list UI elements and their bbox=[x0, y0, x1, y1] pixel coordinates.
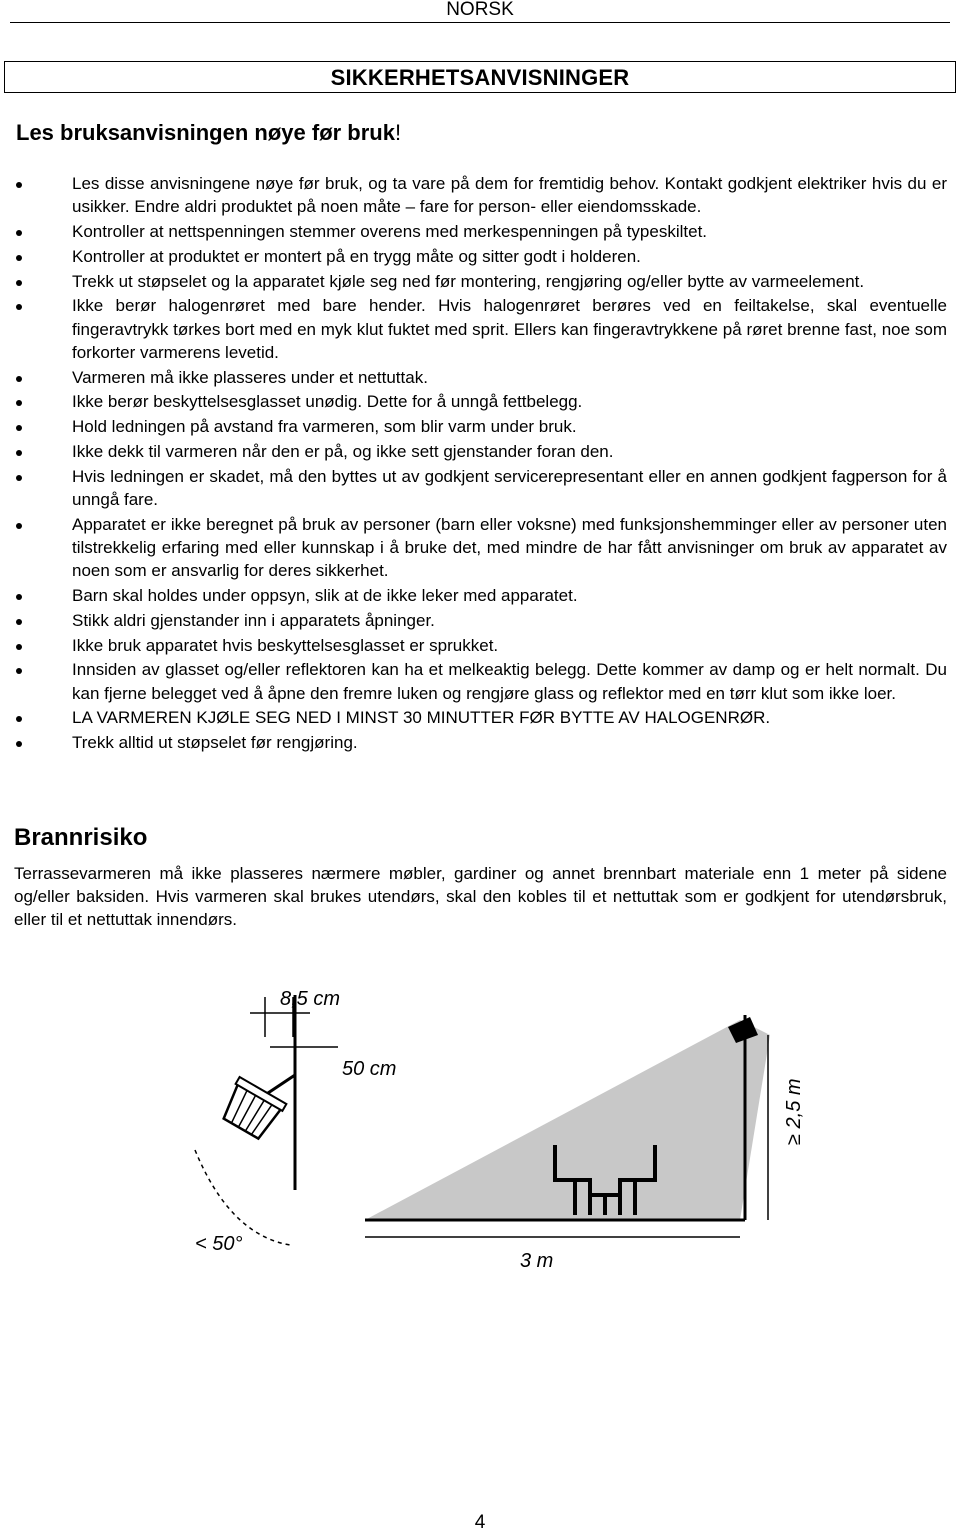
bullet-icon bbox=[16, 668, 22, 674]
list-item bbox=[14, 294, 947, 364]
list-item-text: Ikke berør halogenrøret med bare hender. Hvis halogenrøret berøres ved en feiltakelse, skal eventuelle fingeravtrykk tørkes bort med en myk klut fuktet med sprit. Ellers kan fingeravtrykkene på røret brenne fast, noe som forkorter varmerens levetid. bbox=[72, 296, 947, 362]
bullet-icon bbox=[16, 594, 22, 600]
list-item-text: Ikke dekk til varmeren når den er på, og ikke sett gjenstander foran den. bbox=[72, 441, 614, 461]
list-item bbox=[14, 706, 947, 729]
bullet-icon bbox=[16, 741, 22, 747]
list-item-text: Hold ledningen på avstand fra varmeren, som blir varm under bruk. bbox=[72, 417, 577, 437]
list-item bbox=[14, 270, 947, 293]
bullet-icon bbox=[16, 475, 22, 481]
list-item bbox=[14, 390, 947, 413]
list-item bbox=[14, 366, 947, 389]
lead-heading bbox=[16, 120, 401, 146]
list-item-text: Ikke berør beskyttelsesglasset unødig. Dette for å unngå fettbelegg. bbox=[72, 392, 583, 412]
title-box bbox=[4, 61, 956, 93]
fire-risk-heading: Brannrisiko bbox=[14, 824, 148, 851]
page-number: 4 bbox=[474, 1512, 486, 1533]
list-item-text: Ikke bruk apparatet hvis beskyttelsesglasset er sprukket. bbox=[72, 635, 499, 655]
list-item-text: Kontroller at nettspenningen stemmer overens med merkespenningen på typeskiltet. bbox=[72, 222, 708, 241]
list-item-text: Trekk alltid ut støpselet før rengjøring. bbox=[72, 733, 358, 753]
bullet-icon bbox=[16, 644, 22, 650]
list-item-text: Innsiden av glasset og/eller reflektoren kan ha et melkeaktig belegg. Dette kommer av damp og er helt normalt. Du kan fjerne belegget ved å åpne den fremre luken og rengjøre glass og reflektor med en tørr klut som ikke loer. bbox=[72, 660, 947, 703]
list-item-text: Les disse anvisningene nøye før bruk, og ta vare på dem for fremtidig behov. Kontakt godkjent elektriker hvis du er usikker. Endre aldri produktet på noen måte – fare for person- eller eiendomsskade. bbox=[72, 174, 947, 217]
bullet-icon bbox=[16, 716, 22, 722]
bullet-icon bbox=[16, 619, 22, 625]
list-item bbox=[14, 658, 947, 704]
list-item bbox=[14, 440, 947, 463]
bullet-icon bbox=[16, 230, 22, 236]
heater-arm bbox=[265, 1075, 295, 1095]
list-item bbox=[14, 513, 947, 583]
bullet-icon bbox=[16, 280, 22, 286]
list-item bbox=[14, 415, 947, 438]
fire-risk-paragraph: Terrassevarmeren må ikke plasseres nærmere møbler, gardiner og annet brennbart materiale enn 1 meter på sidene og/eller baksiden. Hvis varmeren skal brukes utendørs, skal den kobles til et nettuttak som er godkjent for utendørsbruk, eller til et nettuttak innendørs. bbox=[14, 864, 947, 930]
list-item-text: Kontroller at produktet er montert på en trygg måte og sitter godt i holderen. bbox=[72, 246, 641, 266]
bullet-icon bbox=[16, 523, 22, 529]
bullet-icon bbox=[16, 255, 22, 261]
angle-arc bbox=[195, 1150, 290, 1245]
bullet-icon bbox=[16, 304, 22, 310]
label-angle: < 50° bbox=[195, 1233, 243, 1255]
bullet-icon bbox=[16, 425, 22, 431]
bullet-icon bbox=[16, 400, 22, 406]
list-item bbox=[14, 584, 947, 607]
list-item bbox=[14, 634, 947, 657]
lead-punct: ! bbox=[394, 120, 402, 145]
lead-text: Les bruksanvisningen nøye før bruk bbox=[16, 120, 395, 145]
list-item-text: Trekk ut støpselet og la apparatet kjøle seg ned før montering, rengjøring og/eller bytte av varmeelement. bbox=[72, 271, 865, 291]
list-item bbox=[14, 245, 947, 268]
list-item-text: Apparatet er ikke beregnet på bruk av personer (barn eller voksne) med funksjonshemminger eller av personer uten tilstrekkelig erfaring med eller kunnskap i å bruke det, med mindre de har fått anvisninger om bruk av apparatet av noen som er ansvarlig for deres sikkerhet. bbox=[72, 514, 947, 581]
label-width: 3 m bbox=[520, 1250, 554, 1272]
list-item bbox=[14, 465, 947, 511]
list-item-text: Barn skal holdes under oppsyn, slik at de ikke leker med apparatet. bbox=[72, 585, 578, 605]
list-item bbox=[14, 609, 947, 632]
language-header: NORSK bbox=[446, 0, 514, 20]
header-rule bbox=[10, 22, 950, 23]
list-item-text: LA VARMEREN KJØLE SEG NED I MINST 30 MINUTTER FØR BYTTE AV HALOGENRØR. bbox=[72, 708, 771, 728]
label-side: 50 cm bbox=[342, 1058, 397, 1080]
page-title: SIKKERHETSANVISNINGER bbox=[330, 65, 630, 90]
list-item-text: Stikk aldri gjenstander inn i apparatets åpninger. bbox=[72, 610, 435, 630]
installation-diagram bbox=[150, 975, 830, 1295]
bullet-icon bbox=[16, 376, 22, 382]
bullet-icon bbox=[16, 450, 22, 456]
list-item bbox=[14, 220, 947, 243]
label-height: ≥ 2,5 m bbox=[783, 1078, 805, 1145]
label-top: 8,5 cm bbox=[280, 988, 341, 1010]
bullet-icon bbox=[16, 182, 22, 188]
safety-rules-list bbox=[14, 172, 947, 756]
installation-diagram-svg bbox=[150, 975, 830, 1295]
list-item bbox=[14, 731, 947, 754]
list-item-text: Hvis ledningen er skadet, må den byttes ut av godkjent servicerepresentant eller en annen godkjent fagperson for å unngå fare. bbox=[72, 466, 947, 509]
list-item-text: Varmeren må ikke plasseres under et nettuttak. bbox=[72, 367, 428, 387]
list-item bbox=[14, 172, 947, 218]
heat-beam bbox=[365, 1020, 770, 1220]
